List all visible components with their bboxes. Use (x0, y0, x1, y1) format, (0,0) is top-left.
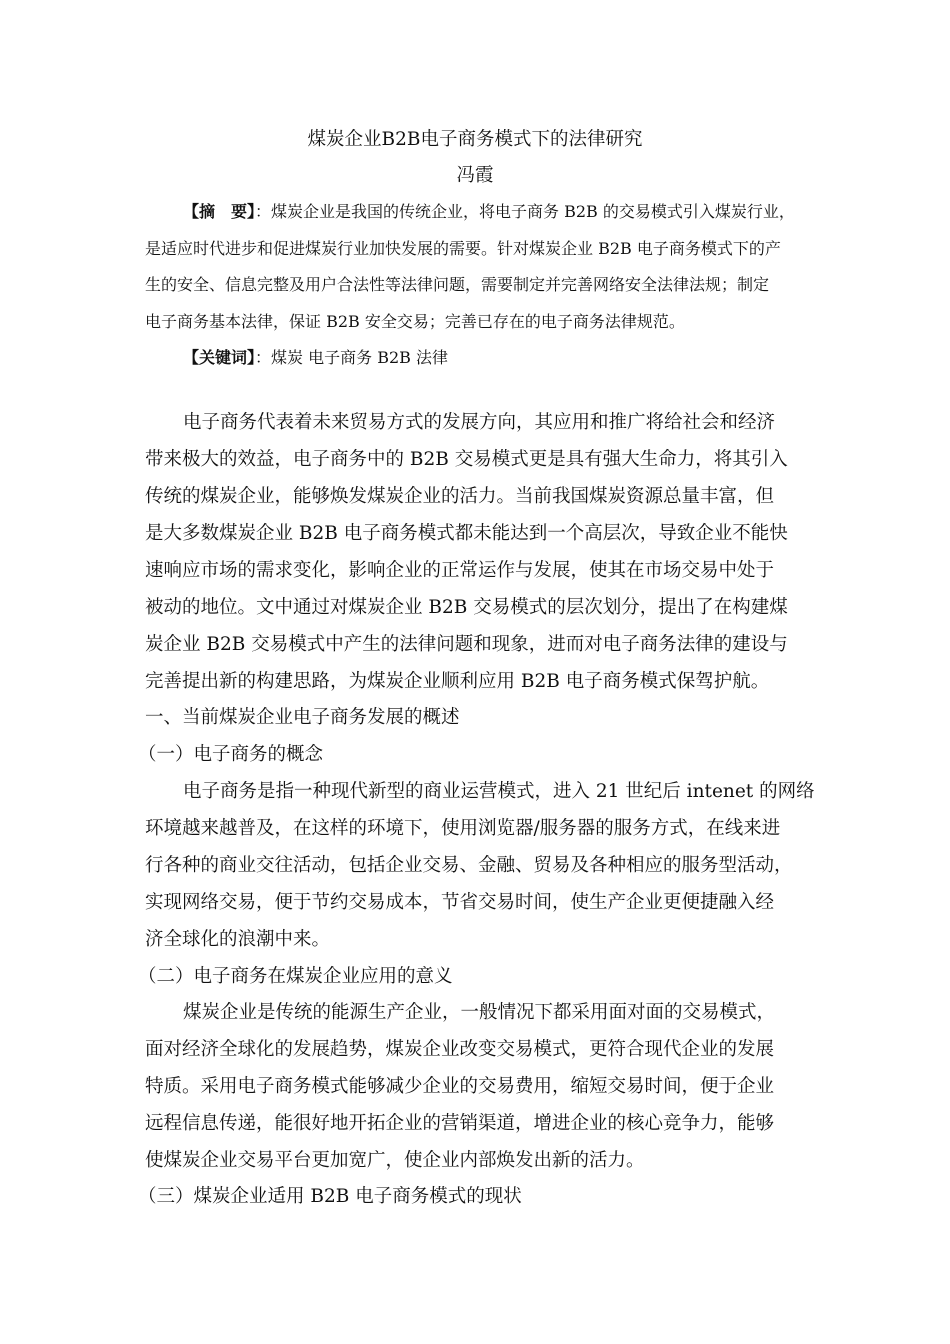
paragraph-line: 环境越来越普及，在这样的环境下，使用浏览器/服务器的服务方式，在线来进 (145, 818, 781, 839)
paragraph-line: 速响应市场的需求变化，影响企业的正常运作与发展，使其在市场交易中处于 (145, 560, 775, 581)
keywords-text: ：煤炭 电子商务 B2B 法律 (255, 348, 448, 367)
paragraph-line: 完善提出新的构建思路，为煤炭企业顺利应用 B2B 电子商务模式保驾护航。 (145, 671, 770, 692)
paragraph-line: 电子商务代表着未来贸易方式的发展方向，其应用和推广将给社会和经济 (183, 412, 776, 433)
paragraph-line: 行各种的商业交往活动，包括企业交易、金融、贸易及各种相应的服务型活动， (145, 855, 793, 876)
abstract-line: 电子商务基本法律，保证 B2B 安全交易；完善已存在的电子商务法律规范。 (145, 312, 685, 331)
paragraph-line: 实现网络交易，便于节约交易成本，节省交易时间，使生产企业更便捷融入经 (145, 892, 775, 913)
paragraph-line: 传统的煤炭企业，能够焕发煤炭企业的活力。当前我国煤炭资源总量丰富，但 (145, 486, 775, 507)
subsection-heading: （一）电子商务的概念 (138, 744, 324, 765)
paragraph-line: 被动的地位。文中通过对煤炭企业 B2B 交易模式的层次划分，提出了在构建煤 (145, 597, 788, 618)
paragraph-line: 电子商务是指一种现代新型的商业运营模式，进入 21 世纪后 intenet 的网络 (183, 781, 815, 802)
paragraph-line: 炭企业 B2B 交易模式中产生的法律问题和现象，进而对电子商务法律的建设与 (145, 634, 788, 655)
abstract-text: 煤炭企业是我国的传统企业，将电子商务 B2B 的交易模式引入煤炭行业， (271, 202, 795, 221)
paragraph-line: 使煤炭企业交易平台更加宽广，使企业内部焕发出新的活力。 (145, 1150, 645, 1171)
paragraph-line: 煤炭企业是传统的能源生产企业，一般情况下都采用面对面的交易模式， (183, 1002, 776, 1023)
paragraph-line: 特质。采用电子商务模式能够减少企业的交易费用，缩短交易时间，便于企业 (145, 1076, 775, 1097)
abstract-line (183, 199, 795, 222)
keywords-label: 【关键词】 (183, 348, 256, 367)
paragraph-line: 带来极大的效益，电子商务中的 B2B 交易模式更是具有强大生命力，将其引入 (145, 449, 788, 470)
subsection-heading: （三）煤炭企业适用 B2B 电子商务模式的现状 (138, 1186, 522, 1207)
abstract-line: 是适应时代进步和促进煤炭行业加快发展的需要。针对煤炭企业 B2B 电子商务模式下的产 (145, 239, 781, 258)
paragraph-line: 远程信息传递，能很好地开拓企业的营销渠道，增进企业的核心竞争力，能够 (145, 1113, 775, 1134)
paragraph-line: 面对经济全球化的发展趋势，煤炭企业改变交易模式，更符合现代企业的发展 (145, 1039, 775, 1060)
abstract-colon: ： (255, 202, 272, 221)
keywords-line (183, 345, 448, 368)
author-name: 冯霞 (456, 165, 494, 186)
subsection-heading: （二）电子商务在煤炭企业应用的意义 (138, 966, 453, 987)
paragraph-line: 是大多数煤炭企业 B2B 电子商务模式都未能达到一个高层次，导致企业不能快 (145, 523, 788, 544)
paragraph-line: 济全球化的浪潮中来。 (145, 929, 331, 950)
section-heading: 一、当前煤炭企业电子商务发展的概述 (145, 707, 460, 728)
abstract-line: 生的安全、信息完整及用户合法性等法律问题，需要制定并完善网络安全法律法规；制定 (145, 275, 770, 294)
abstract-label: 【摘 要】 (183, 202, 256, 221)
document-title: 煤炭企业B2B电子商务模式下的法律研究 (307, 129, 643, 150)
